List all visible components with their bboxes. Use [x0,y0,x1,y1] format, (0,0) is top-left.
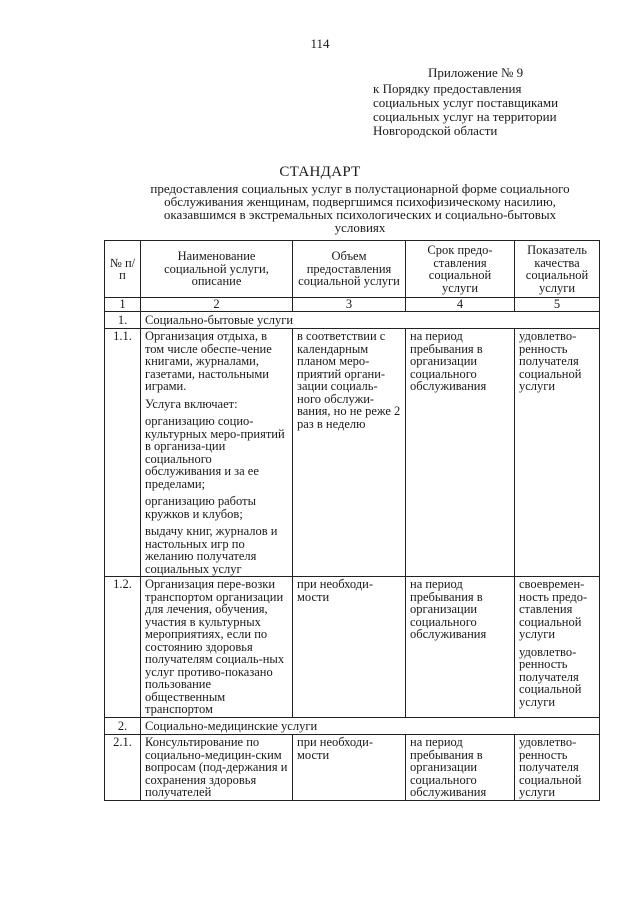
term-cell: на период пребывания в организации социального обслуживания [406,735,515,801]
document-subtitle [110,182,610,234]
service-name-cell [141,577,293,718]
subtitle-line: условиях [334,220,386,235]
page-number: 114 [310,36,330,51]
standard-table [104,240,600,801]
section-title: Социально-бытовые услуги [141,311,600,329]
quality-cell [515,577,600,718]
column-number: 3 [293,298,406,312]
appendix-line: Новгородской области [373,123,498,138]
service-paragraph: Услуга включает: [145,396,238,411]
table-row [105,329,600,577]
volume-cell: при необходи-мости [293,577,406,718]
section-title: Социально-медицинские услуги [141,717,600,735]
appendix-title: Приложение № 9 [428,65,524,80]
table-row [105,735,600,801]
quality-paragraph: удовлетво-ренность получателя социальной услуги [519,329,582,393]
term-cell: на период пребывания в организации социального обслуживания [406,329,515,577]
service-name-cell [141,329,293,577]
service-paragraph: выдачу книг, журналов и настольных игр по желанию получателя социальных услуг [145,524,278,576]
header-quality: Показатель качества социальной услуги [515,241,600,298]
column-number: 4 [406,298,515,312]
row-number: 1.1. [105,329,141,577]
column-number: 5 [515,298,600,312]
service-paragraph: Организация отдыха, в том числе обеспе-чение книгами, журналами, газетами, настольными играми. [145,329,272,393]
term-cell: на период пребывания в организации социального обслуживания [406,577,515,718]
quality-paragraph: удовлетво-ренность получателя социальной услуги [519,735,582,799]
service-paragraph: Организация пере-возки транспортом организации для лечения, обучения, участия в культурных мероприятиях, если по состоянию здоровья получателям социаль-ных услуг противо-показано пользование общественным транспортом [145,577,285,716]
section-row [105,311,600,329]
appendix-line: социальных услуг на территории [373,109,557,124]
appendix-line: социальных услуг поставщиками [373,95,559,110]
quality-cell [515,735,600,801]
service-paragraph: Консультирование по социально-медицин-ским вопросам (под-держания и сохранения здоровья получателей [145,735,288,799]
section-row [105,717,600,735]
quality-paragraph: своевремен-ность предо-ставления социальной услуги [519,577,588,641]
header-number: № п/п [105,241,141,298]
volume-cell: при необходи-мости [293,735,406,801]
subtitle-line: оказавшимся в экстремальных психологических и социально-бытовых [163,207,557,222]
document-title: СТАНДАРТ [279,164,361,180]
column-number: 2 [141,298,293,312]
service-paragraph: организацию работы кружков и клубов; [145,494,256,521]
column-number-row [105,298,600,312]
appendix-line: к Порядку предоставления [373,81,522,96]
table-row [105,577,600,718]
header-volume: Объем предоставления социальной услуги [293,241,406,298]
table-header-row [105,241,600,298]
subtitle-line: обслуживания женщинам, подвергшимся психофизическому насилию, [164,194,556,209]
section-number: 1. [105,311,141,329]
quality-cell [515,329,600,577]
row-number: 1.2. [105,577,141,718]
header-term: Срок предо-ставления социальной услуги [406,241,515,298]
column-number: 1 [105,298,141,312]
volume-cell: в соответствии с календарным планом меро-приятий органи-зации социаль-ного обслужи-вания, но не реже 2 раз в неделю [293,329,406,577]
subtitle-line: предоставления социальных услуг в полустационарной форме социального [150,181,570,196]
service-name-cell [141,735,293,801]
section-number: 2. [105,717,141,735]
quality-paragraph: удовлетво-ренность получателя социальной услуги [519,644,582,709]
service-paragraph: организацию социо-культурных меро-приятий в организа-ции социального обслуживания и за ее пределами; [145,414,285,491]
header-service-name: Наименование социальной услуги, описание [141,241,293,298]
appendix-block [373,66,623,138]
row-number: 2.1. [105,735,141,801]
